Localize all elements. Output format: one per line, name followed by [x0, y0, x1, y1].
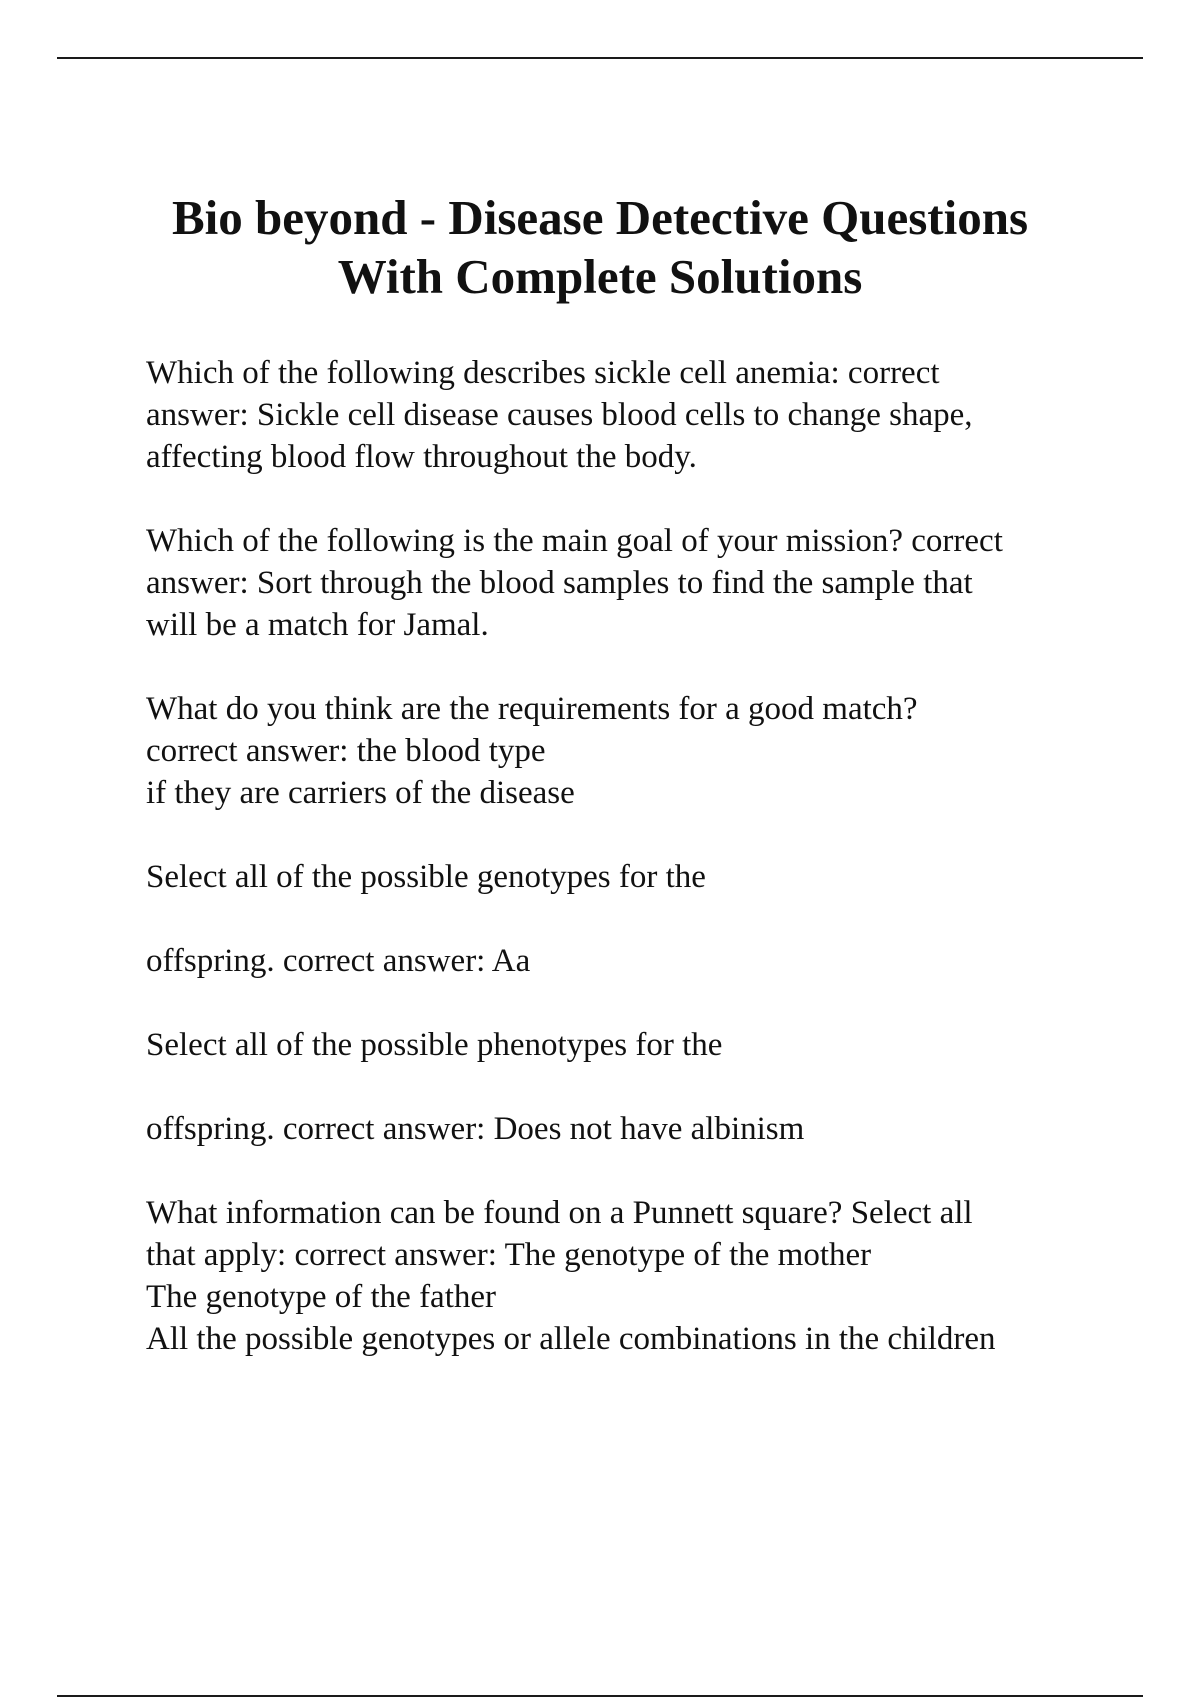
- text-line: correct answer: the blood type: [146, 733, 546, 769]
- qa-sickle-cell: [146, 352, 1126, 478]
- bottom-rule: [57, 1695, 1143, 1697]
- text-line: affecting blood flow throughout the body.: [146, 439, 697, 475]
- text-line: offspring. correct answer: Aa: [146, 943, 531, 979]
- text-line: All the possible genotypes or allele combinations in the children: [146, 1321, 996, 1357]
- text-line: The genotype of the father: [146, 1279, 497, 1315]
- text-line: answer: Sickle cell disease causes blood cells to change shape,: [146, 397, 973, 433]
- title-line-1: Bio beyond - Disease Detective Questions: [171, 190, 1029, 245]
- document-title: [57, 188, 1143, 306]
- text-line: offspring. correct answer: Does not have albinism: [146, 1111, 805, 1147]
- qa-phenotypes-question: [146, 1024, 1126, 1066]
- text-line: What information can be found on a Punnett square? Select all: [146, 1195, 973, 1231]
- text-line: answer: Sort through the blood samples to find the sample that: [146, 565, 973, 601]
- document-body: [146, 352, 1126, 1402]
- text-line: Select all of the possible genotypes for the: [146, 859, 706, 895]
- qa-genotypes-answer: [146, 940, 1126, 982]
- qa-punnett-square: [146, 1192, 1126, 1360]
- qa-phenotypes-answer: [146, 1108, 1126, 1150]
- text-line: will be a match for Jamal.: [146, 607, 489, 643]
- qa-mission-goal: [146, 520, 1126, 646]
- qa-good-match: [146, 688, 1126, 814]
- text-line: What do you think are the requirements for a good match?: [146, 691, 918, 727]
- text-line: Which of the following describes sickle cell anemia: correct: [146, 355, 940, 391]
- title-line-2: With Complete Solutions: [337, 249, 863, 304]
- text-line: if they are carriers of the disease: [146, 775, 575, 811]
- text-line: Select all of the possible phenotypes for the: [146, 1027, 723, 1063]
- text-line: that apply: correct answer: The genotype of the mother: [146, 1237, 872, 1273]
- qa-genotypes-question: [146, 856, 1126, 898]
- top-rule: [57, 57, 1143, 59]
- text-line: Which of the following is the main goal of your mission? correct: [146, 523, 1003, 559]
